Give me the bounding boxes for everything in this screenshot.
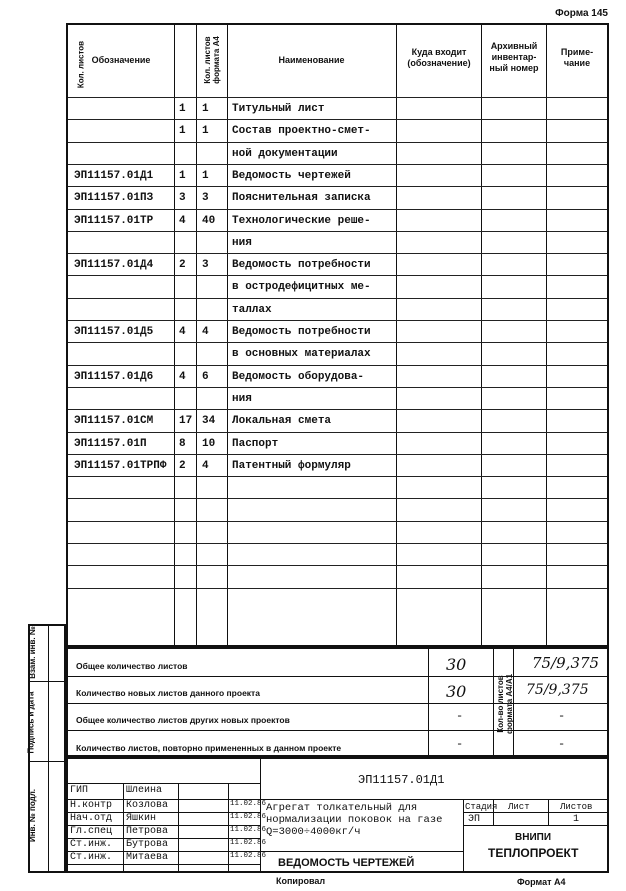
row-name: ной документации (232, 147, 338, 160)
row-sheets-count: 4 (179, 370, 186, 383)
row-sheets-count: 4 (179, 214, 186, 227)
doc-title: ВЕДОМОСТЬ ЧЕРТЕЖЕЙ (278, 857, 415, 869)
row-sheets-count: 4 (179, 326, 186, 338)
signer-role: Нач.отд (70, 813, 113, 824)
row-name: Ведомость чертежей (232, 169, 351, 182)
org-name-1: ВНИПИ (515, 832, 552, 843)
header-archive-no: Архивный инвентар- ный номер (489, 41, 539, 73)
drawing-list-table (66, 23, 609, 647)
stage-label: Стадия (465, 802, 498, 812)
new-sheets-label: Количество новых листов данного проекта (76, 688, 260, 698)
row-name: в остродефицитных ме- (232, 281, 371, 294)
signer-name: Петрова (126, 826, 169, 837)
header-note: Приме- чание (560, 47, 594, 68)
row-name: Паспорт (232, 437, 279, 450)
row-sheets-a4: 34 (202, 415, 216, 428)
signer-role: Ст.инж. (70, 839, 113, 850)
row-sheets-count: 1 (179, 103, 186, 115)
a4-header: Кол-во листов формата А4/А1 (496, 673, 514, 735)
side-sign-date: Подпись и дата (26, 691, 36, 754)
reused-sheets-value: - (456, 737, 464, 751)
other-sheets-value: - (456, 709, 464, 723)
sign-date: 11.02.86 (230, 852, 267, 860)
row-designation: ЭП11157.01ТРПФ (74, 459, 167, 472)
row-sheets-a4: 4 (202, 326, 209, 338)
sheets-label: Листов (560, 802, 593, 812)
row-sheets-count: 17 (179, 415, 193, 428)
row-name: Титульный лист (232, 103, 325, 115)
new-sheets-value: 30 (446, 682, 467, 701)
row-name: Технологические реше- (232, 214, 371, 227)
stage-value: ЭП (468, 814, 481, 825)
row-name: в основных материалах (232, 348, 371, 361)
other-sheets-label: Общее количество листов других новых проектов (76, 715, 290, 725)
header-designation: Обозначение (91, 55, 151, 65)
signer-role: Гл.спец (70, 826, 113, 837)
total-sheets-value: 30 (446, 655, 467, 674)
signer-name: Козлова (126, 800, 169, 811)
sheet-label: Лист (508, 802, 530, 812)
header-sheets-a4: Кол. листов формата А4 (203, 36, 221, 84)
footer-copied: Копировал (276, 876, 326, 886)
signer-role: Н.контр (70, 800, 113, 811)
doc-code: ЭП11157.01Д1 (358, 773, 445, 787)
reused-sheets-label: Количество листов, повторно примененных в данном проекте (76, 743, 342, 753)
row-designation: ЭП11157.01Д5 (74, 326, 154, 338)
row-designation: ЭП11157.01П (74, 437, 147, 450)
sheets-value: 1 (573, 814, 580, 825)
doc-description: Агрегат толкательный для нормализации поковок на газе Q=3000÷4000кг/ч (266, 802, 443, 838)
row-name: Пояснительная записка (232, 192, 371, 205)
signer-name: Митаева (126, 852, 169, 863)
row-name: таллах (232, 303, 272, 316)
row-sheets-count: 8 (179, 437, 186, 450)
a4-new-value: 75/9,375 (526, 682, 589, 698)
row-sheets-count: 3 (179, 192, 186, 205)
row-designation: ЭП11157.01СМ (74, 415, 154, 428)
row-sheets-a4: 1 (202, 103, 209, 115)
row-name: Патентный формуляр (232, 459, 351, 472)
row-sheets-a4: 4 (202, 459, 209, 472)
row-name: Ведомость потребности (232, 326, 371, 338)
row-name: ния (232, 236, 252, 249)
header-where-used: Куда входит (обозначение) (407, 47, 471, 68)
row-name: Локальная смета (232, 415, 332, 428)
row-designation: ЭП11157.01Д1 (74, 169, 154, 182)
sign-date: 11.02.86 (230, 839, 267, 847)
row-sheets-a4: 3 (202, 259, 209, 272)
row-designation: ЭП11157.01ТР (74, 214, 154, 227)
side-inv-orig: Инв. № подл. (28, 788, 38, 843)
row-designation: ЭП11157.01Д6 (74, 370, 154, 383)
org-name-2: ТЕПЛОПРОЕКТ (488, 846, 579, 860)
sign-date: 11.02.86 (230, 826, 267, 834)
row-name: Ведомость оборудова- (232, 370, 365, 383)
summary-block (66, 647, 609, 757)
a4-total-value: 75/9,375 (532, 654, 600, 672)
row-sheets-a4: 1 (202, 125, 209, 138)
signer-role: ГИП (70, 785, 89, 796)
row-sheets-count: 2 (179, 259, 186, 272)
row-designation: ЭП11157.01ПЗ (74, 192, 154, 205)
row-sheets-count: 2 (179, 459, 186, 472)
row-sheets-a4: 10 (202, 437, 216, 450)
a4-reused-value: - (558, 737, 566, 751)
row-sheets-count: 1 (179, 169, 186, 182)
row-sheets-a4: 6 (202, 370, 209, 383)
side-inv-sub: Взам. инв. № (27, 626, 37, 679)
total-sheets-label: Общее количество листов (76, 661, 188, 671)
side-binding-box (28, 624, 66, 873)
sign-date: 11.02.86 (230, 800, 267, 808)
row-designation: ЭП11157.01Д4 (74, 259, 154, 272)
form-label: Форма 145 (555, 8, 608, 19)
a4-other-value: - (558, 709, 566, 723)
signer-name: Яшкин (126, 813, 157, 824)
row-sheets-a4: 3 (202, 192, 209, 205)
row-sheets-a4: 1 (202, 169, 209, 182)
sign-date: 11.02.86 (230, 813, 267, 821)
row-name: Состав проектно-смет- (232, 125, 371, 138)
row-sheets-a4: 40 (202, 214, 216, 227)
title-block (66, 757, 609, 873)
row-name: Ведомость потребности (232, 259, 371, 272)
header-sheets-count: Кол. листов (76, 40, 86, 89)
footer-format: Формат А4 (517, 877, 566, 887)
header-name: Наименование (278, 55, 345, 65)
row-sheets-count: 1 (179, 125, 186, 138)
signer-role: Ст.инж. (70, 852, 113, 863)
signer-name: Шлеина (126, 785, 163, 796)
row-name: ния (232, 392, 252, 405)
signer-name: Бутрова (126, 839, 169, 850)
